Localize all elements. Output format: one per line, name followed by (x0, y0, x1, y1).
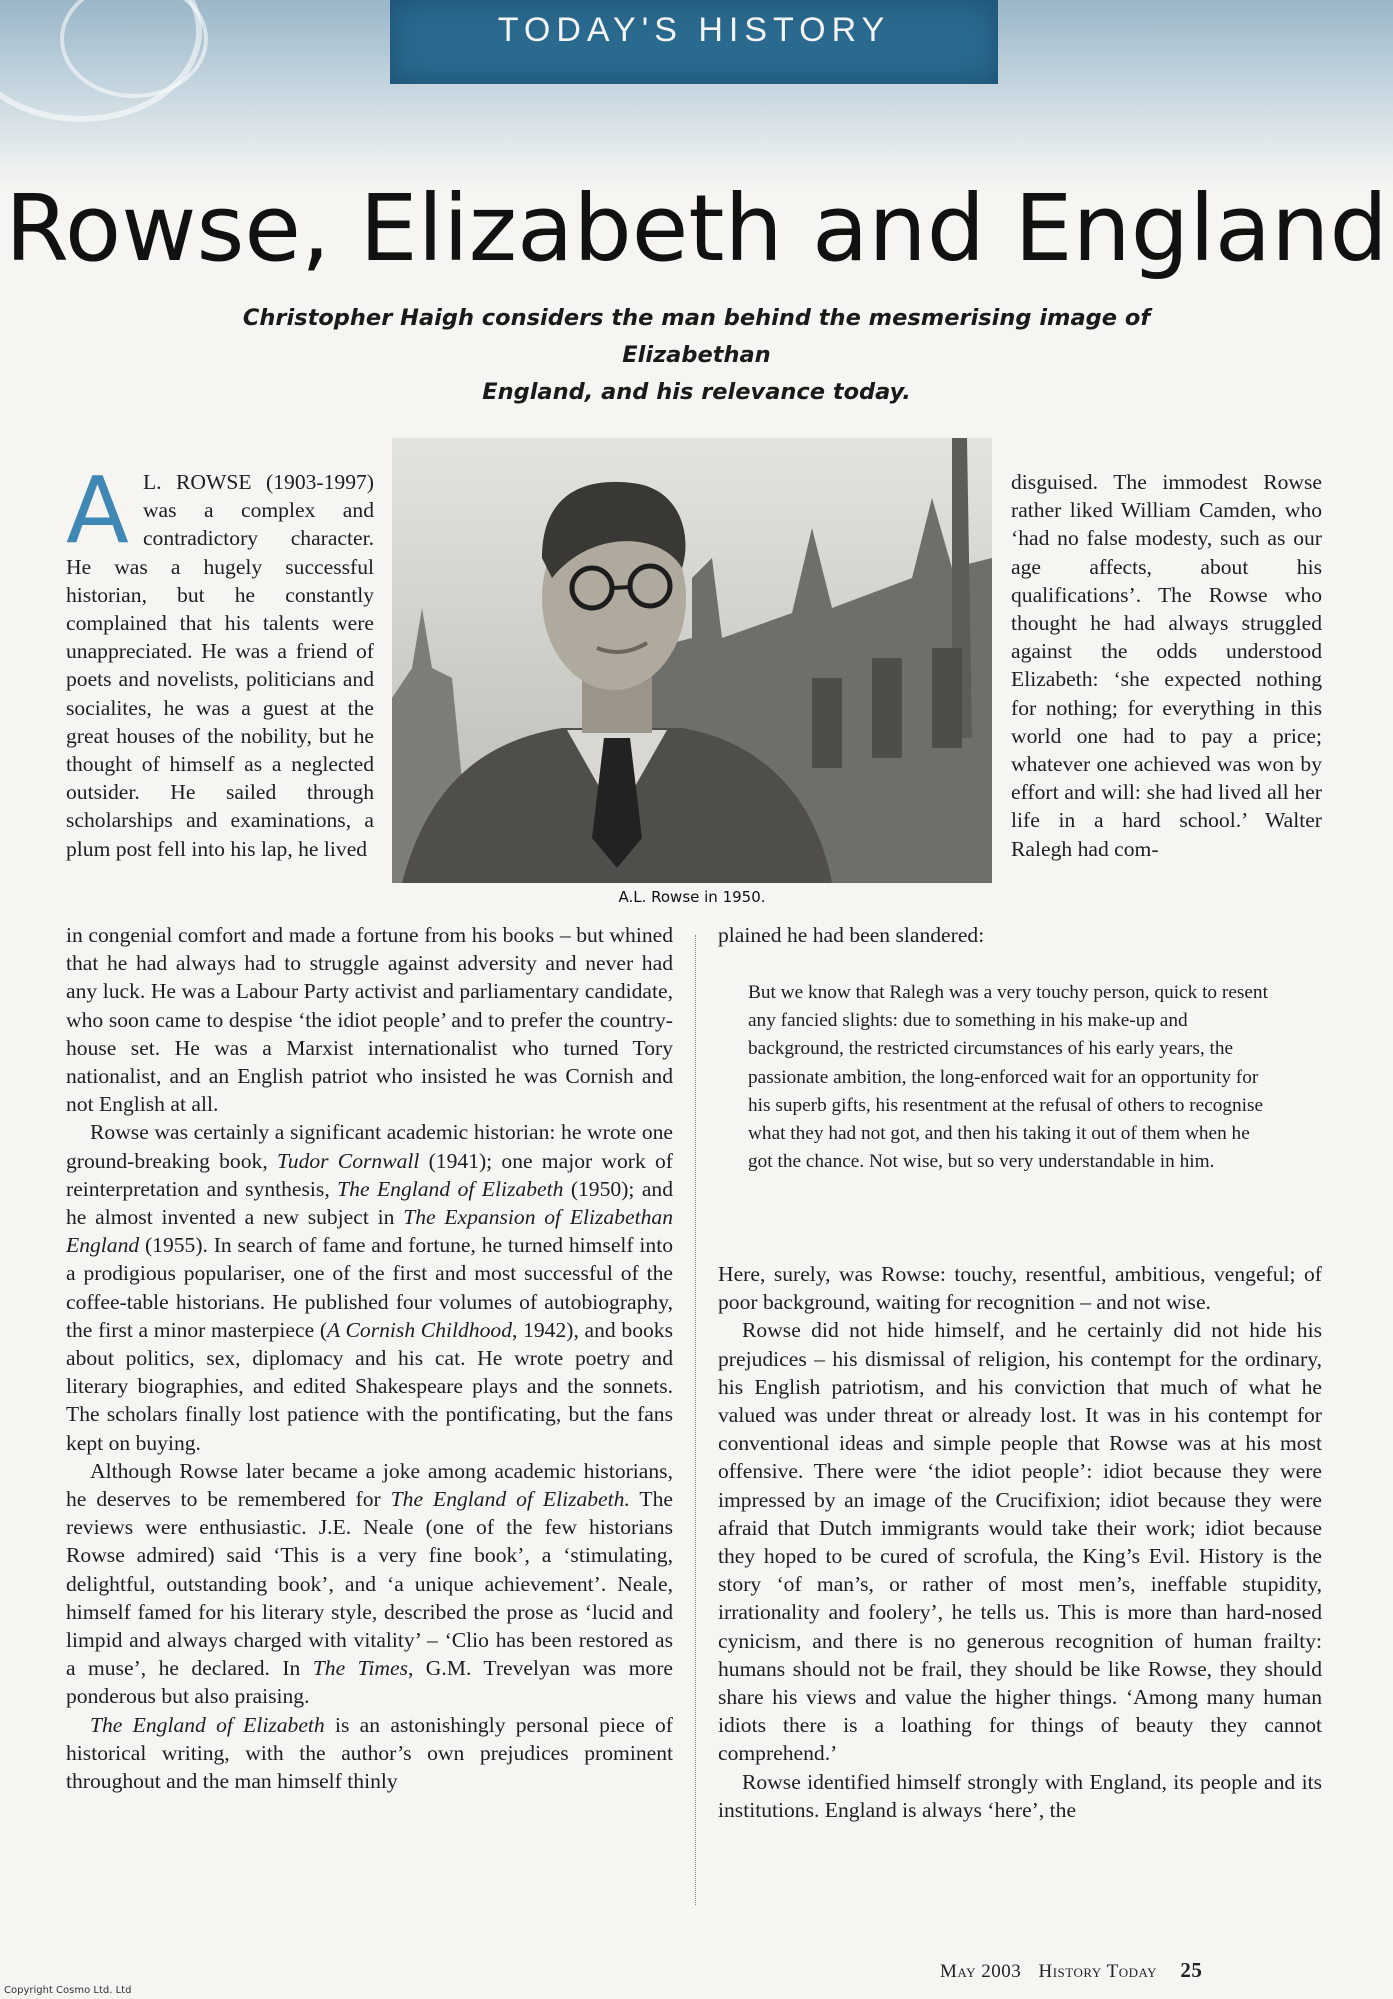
right-column-continued (718, 921, 1322, 949)
section-label: TODAY'S HISTORY (497, 11, 891, 49)
intro-paragraph-lead: L. ROWSE (1903-1997) was a complex and contradictory character. He was a hugely successful historian, but he constantly complained that his talents were unappreciated. He was a friend of poets and novelists, politicians and socialites, he was a guest at the great houses of the nobility, but he thought of himself as a neglected outsider. He sailed through scholarships and examinations, a plum post fell into his lap, he lived (66, 470, 374, 861)
section-banner (390, 0, 998, 84)
right-continued-line: plained he had been slandered: (718, 923, 985, 947)
block-quote-text: But we know that Ralegh was a very touchy person, quick to resent any fancied slights: due to something in his make-up and background, the restricted circumstances of his early years, the passionate ambition, the long-enforced wait for an opportunity for his superb gifts, his resentment at the refusal of others to recognise what they had not got, and then his taking it out of them when he got the chance. Not wise, but so very understandable in him. (748, 982, 1268, 1173)
magazine-name: History Today (1038, 1961, 1158, 1982)
right-column-lower (718, 1260, 1322, 1824)
right-upper-paragraph: disguised. The immodest Rowse rather liked William Camden, who ‘had no false modesty, such as our age affects, about his qualifications’. The Rowse who thought he had always struggled against the odds understood Elizabeth: ‘she expected nothing for nothing; for everything in this world one had to pay a price; whatever one achieved was won by effort and will: she had lived all her life in a hard school.’ Walter Ralegh had com- (1011, 470, 1322, 861)
paragraph-4: The England of Elizabeth is an astonishingly personal piece of historical writing, with the author’s own prejudices prominent throughout and the man himself thinly (66, 1712, 673, 1794)
column-divider (695, 935, 696, 1905)
paragraph-3: Although Rowse later became a joke among academic historians, he deserves to be remembered for The England of Elizabeth. The reviews were enthusiastic. J.E. Neale (one of the few historians Rowse admired) said ‘This is a very fine book’, a ‘stimulating, delightful, outstanding book’, and ‘a unique achievement’. Neale, himself famed for his literary style, described the prose as ‘lucid and limpid and always charged with vitality’ – ‘Clio has been restored as a muse’, he declared. In The Times, G.M. Trevelyan was more ponderous but also praising. (66, 1458, 673, 1709)
paragraph-6: Rowse did not hide himself, and he certainly did not hide his prejudices – his dismissal of religion, his contempt for the ordinary, his English patriotism, and his conviction that much of what he valued was under threat or already lost. It was in his contempt for conventional ideas and simple people that Rowse was at his most offensive. There were ‘the idiot people’: idiot because they were impressed by an image of the Crucifixion; idiot because they were afraid that Dutch immigrants would take their work; idiot because they hoped to be cured of scrofula, the King’s Evil. History is the story ‘of man’s, or rather of most men’s, ineffable stupidity, irrationality and foolery’, he tells us. This is more than hard-nosed cynicism, and there is no generous recognition of human frailty: humans should not be frail, they should be like Rowse, they should share his views and value the higher things. ‘Among many human idiots there is a loathing for things of beauty they cannot comprehend.’ (718, 1318, 1322, 1766)
issue-date: May 2003 (940, 1961, 1022, 1982)
block-quote (748, 979, 1268, 1176)
left-column (66, 921, 673, 1795)
standfirst-line-1: Christopher Haigh considers the man behind the mesmerising image of Elizabethan (242, 305, 1151, 368)
intro-paragraph-continued: in congenial comfort and made a fortune from his books – but whined that he had always had to struggle against adversity and never had any luck. He was a Labour Party activist and parliamentary candidate, who soon came to despise ‘the idiot people’ and to prefer the country-house set. He was a Marxist internationalist who turned Tory nationalist, and an English patriot who insisted he was Cornish and not English at all. (66, 923, 673, 1117)
right-upper-column (1011, 468, 1322, 863)
copyright-notice: Copyright Cosmo Ltd. Ltd (4, 1985, 132, 1996)
standfirst-line-2: England, and his relevance today. (482, 379, 911, 405)
paragraph-7: Rowse identified himself strongly with England, its people and its institutions. England is always ‘here’, the (718, 1769, 1322, 1822)
page-footer (940, 1958, 1202, 1983)
page-number: 25 (1180, 1958, 1203, 1982)
intro-column (66, 457, 374, 863)
author-photo (392, 438, 992, 883)
paragraph-2: Rowse was certainly a significant academic historian: he wrote one ground-breaking book, Tudor Cornwall (1941); one major work of reinterpretation and synthesis, The England of Elizabeth (1950); and he almost invented a new subject in The Expansion of Elizabethan England (1955). In search of fame and fortune, he turned himself into a prodigious populariser, one of the first and most successful of the coffee-table historians. He published four volumes of autobiography, the first a minor masterpiece (A Cornish Childhood, 1942), and books about politics, sex, diplomacy and his cat. He wrote poetry and literary biographies, and edited Shakespeare plays and the sonnets. The scholars finally lost patience with the pontificating, but the fans kept on buying. (66, 1120, 674, 1455)
paragraph-5: Here, surely, was Rowse: touchy, resentful, ambitious, vengeful; of poor background, waiting for recognition – and not wise. (718, 1262, 1322, 1315)
photo-caption: A.L. Rowse in 1950. (618, 888, 766, 906)
photo-illustration (392, 438, 992, 883)
standfirst (190, 300, 1203, 411)
drop-cap: A (66, 457, 129, 564)
article-title: Rowse, Elizabeth and England (5, 175, 1388, 282)
